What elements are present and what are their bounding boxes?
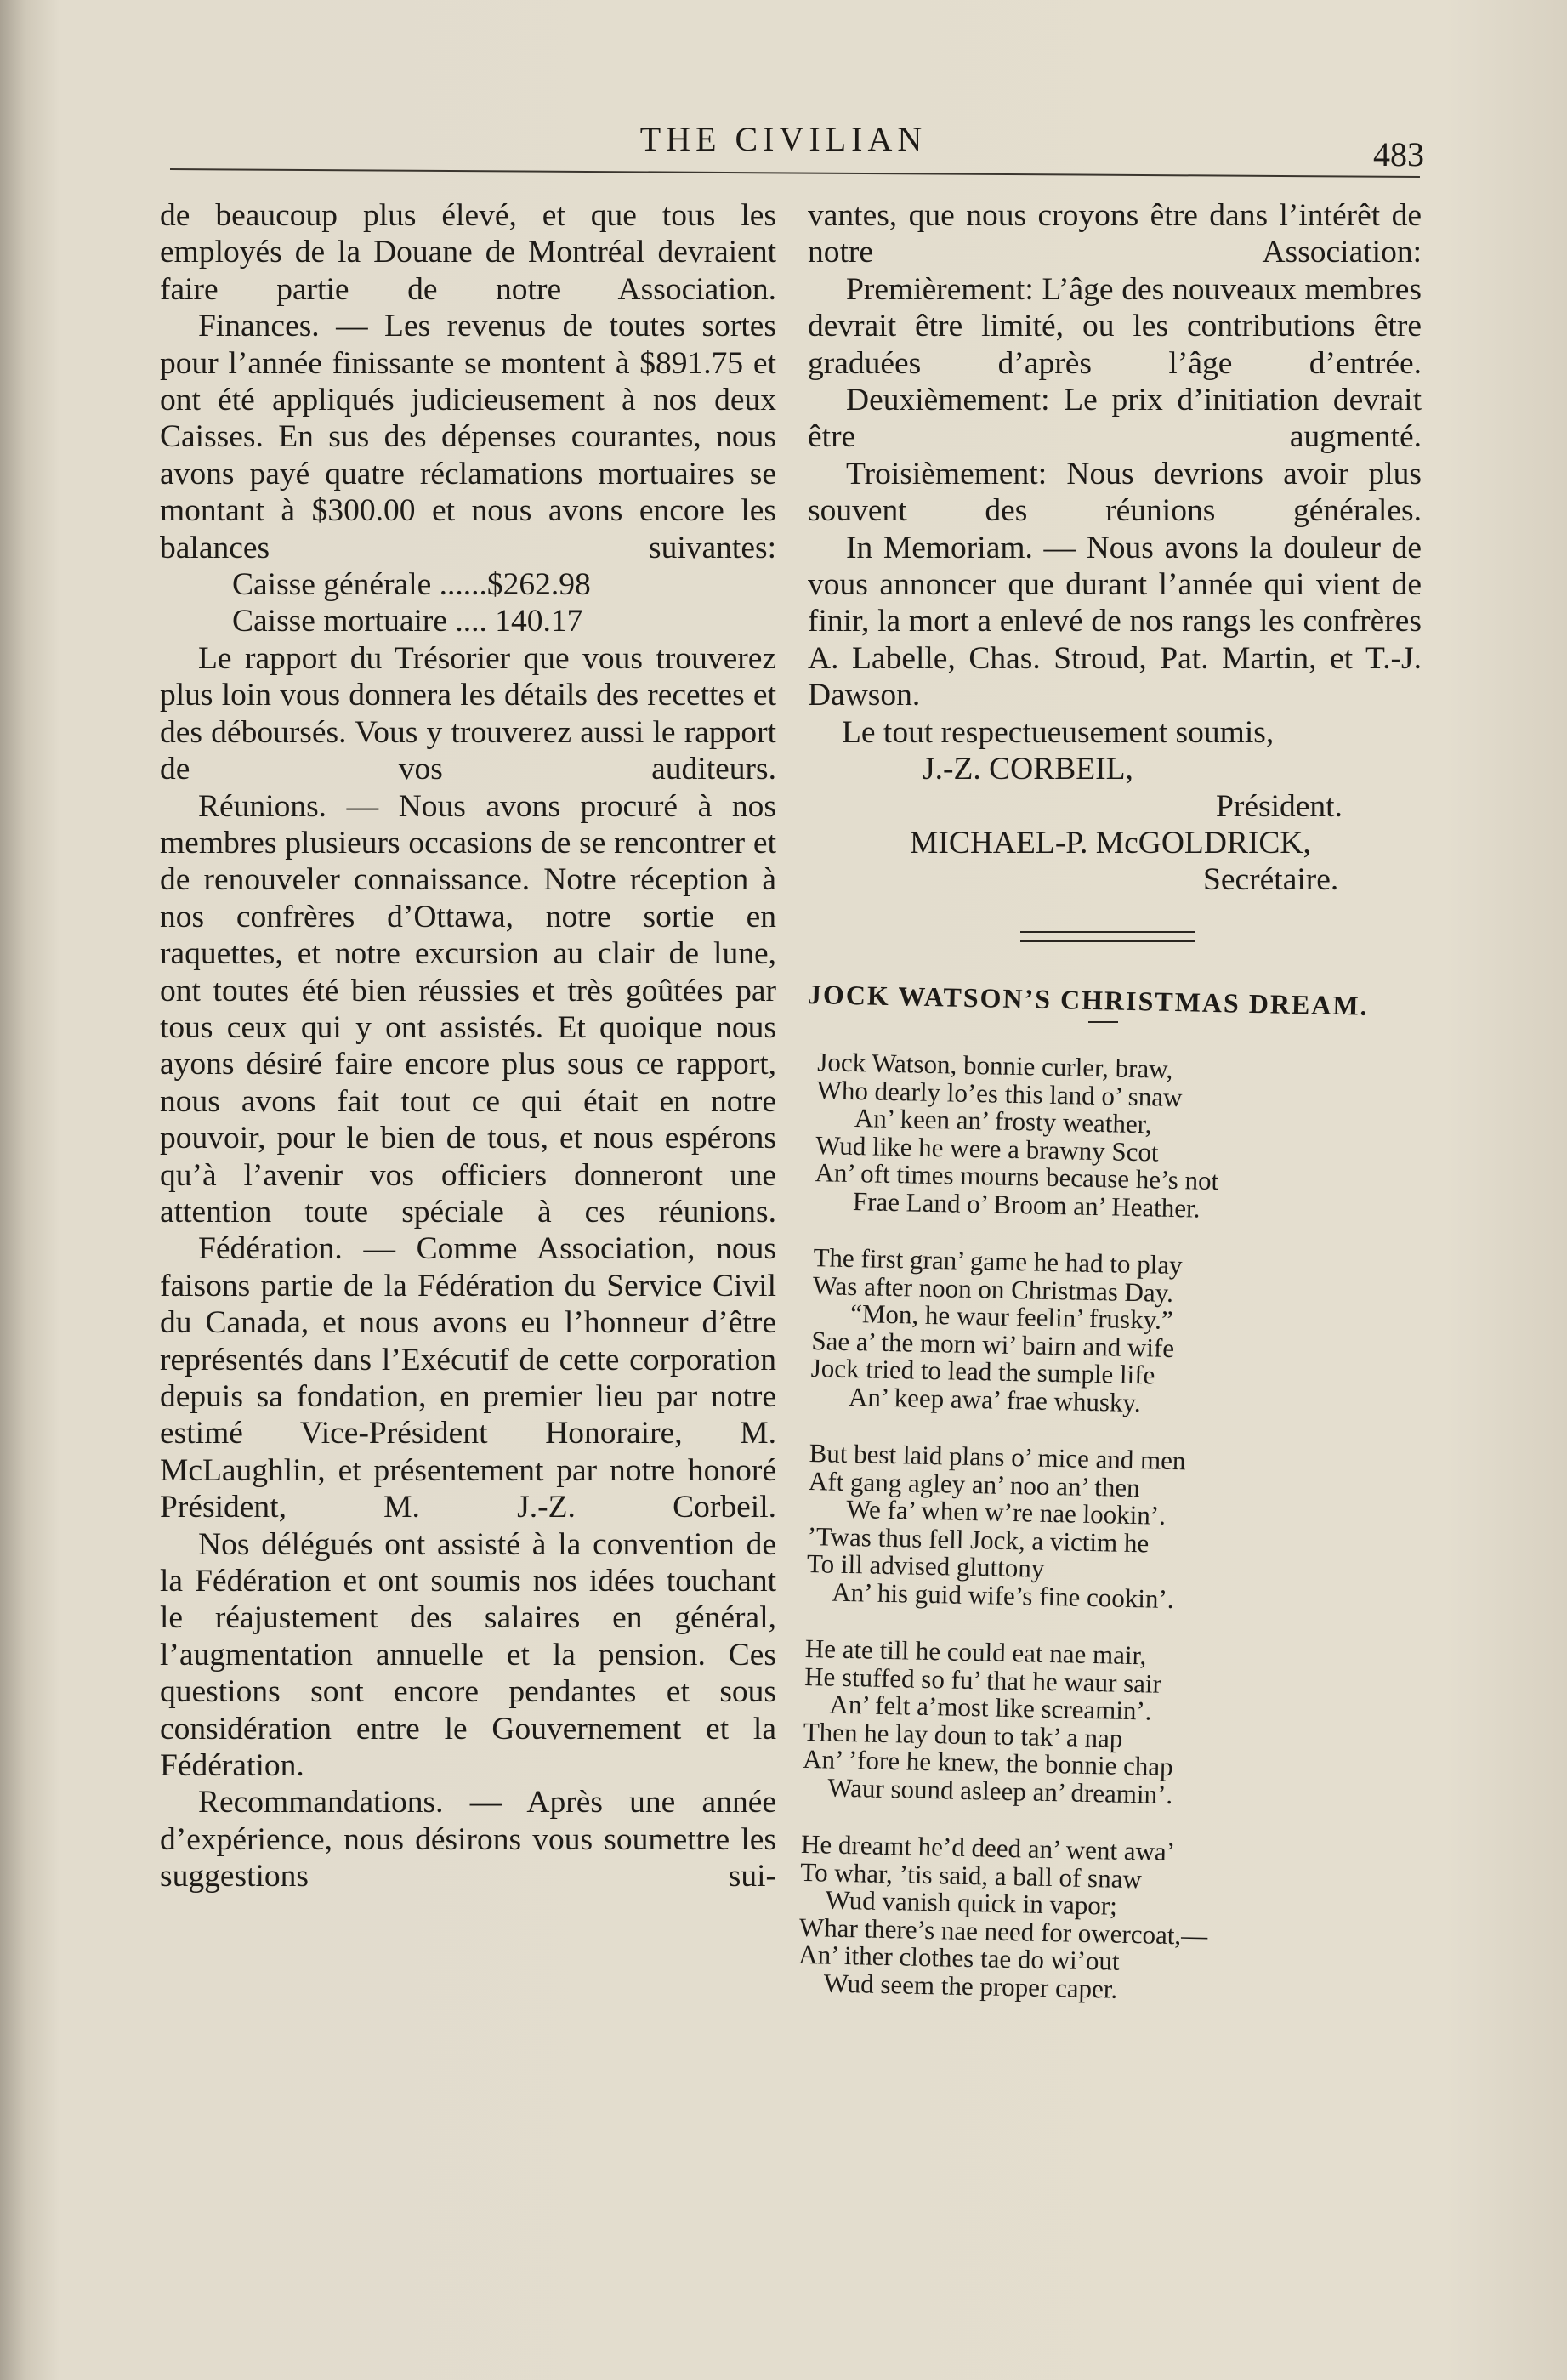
paragraph-first: Premièrement: L’âge des nouveaux membres devrait être limité, ou les contributions être graduées d’après l’âge d’entrée. xyxy=(808,271,1422,381)
signature-president-name: J.-Z. CORBEIL, xyxy=(923,752,1133,787)
balance-mortuary: Caisse mortuaire .... 140.17 xyxy=(232,604,583,639)
paragraph-second: Deuxièmement: Le prix d’initiation devrait être augmenté. xyxy=(808,383,1422,455)
poem-line: Waur sound asleep an’ dreamin’. xyxy=(827,1772,1173,1809)
signature-president-title: Président. xyxy=(1216,788,1343,824)
poem-line: Sae a’ the morn wi’ bairn and wife xyxy=(811,1325,1175,1363)
poem-body xyxy=(798,1048,1431,2009)
poem-stanza xyxy=(810,1244,1428,1423)
poem-line: Jock tried to lead the sumple life xyxy=(810,1353,1155,1390)
poem-line: He ate till he could eat nae mair, xyxy=(804,1633,1147,1671)
paragraph-suggestions: vantes, que nous croyons être dans l’intérêt de notre Association: xyxy=(808,198,1422,270)
poem-line: Frae Land o’ Broom an’ Heather. xyxy=(852,1185,1201,1224)
poem-line: To ill advised gluttony xyxy=(806,1548,1045,1583)
paragraph-reunions: Réunions. — Nous avons procuré à nos membres plusieurs occasions de se rencontrer et de renouveler connaissance. Notre réception à nos confrères d’Ottawa, notre sortie en raquettes, et notre excursion au clair de lune, ont toutes été bien réussies et très goûtées par tous ceux qui y ont assistés. Et quoique nous ayons désiré faire encore plus sous ce rapport, nous avons fait tout ce qui était en notre pouvoir, pour le bien de tous, et nous espérons qu’à l’avenir vos officiers donneront une attention toute spéciale à ces réunions. xyxy=(160,788,776,1230)
poem-line: “Mon, he waur feelin’ frusky.” xyxy=(849,1298,1174,1336)
poem-line: Aft gang agley an’ noo an’ then xyxy=(808,1465,1140,1502)
poem-line: An’ ither clothes tae do wi’out xyxy=(798,1940,1120,1976)
page-number: 483 xyxy=(1373,135,1424,173)
poem-line: Who dearly lo’es this land o’ snaw xyxy=(816,1074,1183,1112)
paragraph-finances: Finances. — Les revenus de toutes sortes pour l’année finissante se montent à $891.75 et ont été appliqués judicieusement à nos deux Caisses. En sus des dépenses courantes, nous avons payé quatre réclamations mortuaires se montant à $300.00 et nous avons encore les balances suivantes: xyxy=(160,309,776,565)
paragraph-third: Troisièmement: Nous devrions avoir plus souvent des réunions générales. xyxy=(808,456,1422,529)
paragraph-recommendations: Recommandations. — Après une année d’expérience, nous désirons vous soumettre les suggestions sui- xyxy=(160,1785,776,1894)
section-divider xyxy=(1020,931,1195,942)
poem-line: Then he lay doun to tak’ a nap xyxy=(803,1716,1123,1753)
poem-line: An’ oft times mourns because he’s not xyxy=(815,1157,1219,1196)
poem-stanza xyxy=(798,1831,1415,2009)
poem-line: He dreamt he’d deed an’ went awa’ xyxy=(800,1829,1176,1867)
poem-line: ’Twas thus fell Jock, a victim he xyxy=(807,1520,1150,1559)
poem-line: An’ keen an’ frosty weather, xyxy=(854,1103,1152,1139)
poem-line: The first gran’ game he had to play xyxy=(813,1242,1183,1281)
poem-title: JOCK WATSON’S CHRISTMAS DREAM. xyxy=(807,978,1370,1021)
poem-line: Whar there’s nae need for owercoat,— xyxy=(798,1911,1208,1951)
poem-stanza xyxy=(802,1635,1419,1814)
poem-line: An’ his guid wife’s fine cookin’. xyxy=(831,1576,1174,1614)
poem-line: Wud like he were a brawny Scot xyxy=(815,1129,1159,1167)
poem-line: Wud vanish quick in vapor; xyxy=(825,1884,1118,1921)
poem-line: An’ ’fore he knew, the bonnie chap xyxy=(802,1744,1173,1782)
right-column xyxy=(798,197,1422,2026)
signature-closing: Le tout respectueusement soumis, xyxy=(842,714,1275,750)
poem-line: But best laid plans o’ mice and men xyxy=(809,1438,1186,1476)
poem-line: We fa’ when w’re nae lookin’. xyxy=(845,1494,1167,1531)
paragraph-federation: Fédération. — Comme Association, nous faisons partie de la Fédération du Service Civil du Canada, et nous avons eu l’honneur d’être représentés dans l’Exécutif de cette corporation depuis sa fondation, en premier lieu par notre estimé Vice-Président Honoraire, M. McLaughlin, et présentement par notre honoré Président, M. J.-Z. Corbeil. xyxy=(160,1231,776,1525)
signature-secretary-title: Secrétaire. xyxy=(1203,862,1339,898)
header-rule xyxy=(170,168,1420,178)
poem-line: Jock Watson, bonnie curler, braw, xyxy=(816,1047,1173,1084)
running-header: THE CIVILIAN xyxy=(639,120,928,158)
poem-line: He stuffed so fu’ that he waur sair xyxy=(803,1661,1162,1699)
poem-stanza xyxy=(815,1048,1432,1227)
poem-line: Was after noon on Christmas Day. xyxy=(812,1270,1174,1308)
title-dash xyxy=(1088,1021,1118,1023)
poem-stanza xyxy=(806,1440,1423,1618)
paragraph-in-memoriam: In Memoriam. — Nous avons la douleur de vous annoncer que durant l’année qui vient de finir, la mort a enlevé de nos rangs les confrères A. Labelle, Chas. Stroud, Pat. Martin, et T.-J. Dawson. xyxy=(808,530,1422,713)
poem-line: Wud seem the proper caper. xyxy=(823,1968,1118,2004)
left-column xyxy=(160,197,776,1895)
balance-general: Caisse générale ......$262.98 xyxy=(232,567,591,603)
paragraph-delegates: Nos délégués ont assisté à la convention de la Fédération et ont soumis nos idées touchant le réajustement des salaires en général, l’augmentation annuelle et la pension. Ces questions sont encore pendantes et sous considération entre le Gouvernement et la Fédération. xyxy=(160,1526,776,1784)
paragraph-treasurer: Le rapport du Trésorier que vous trouverez plus loin vous donnera les détails des recettes et des déboursés. Vous y trouverez aussi le rapport de vos auditeurs. xyxy=(160,640,776,787)
poem-line: An’ keep awa’ frae whusky. xyxy=(848,1381,1142,1417)
signature-secretary-name: MICHAEL-P. McGOLDRICK, xyxy=(910,825,1311,861)
poem-line: To whar, ’tis said, a ball of snaw xyxy=(800,1856,1143,1894)
poem-line: An’ felt a’most like screamin’. xyxy=(829,1689,1152,1726)
paragraph-continuation: de beaucoup plus élevé, et que tous les employés de la Douane de Montréal devraient faire partie de notre Association. xyxy=(160,198,776,307)
